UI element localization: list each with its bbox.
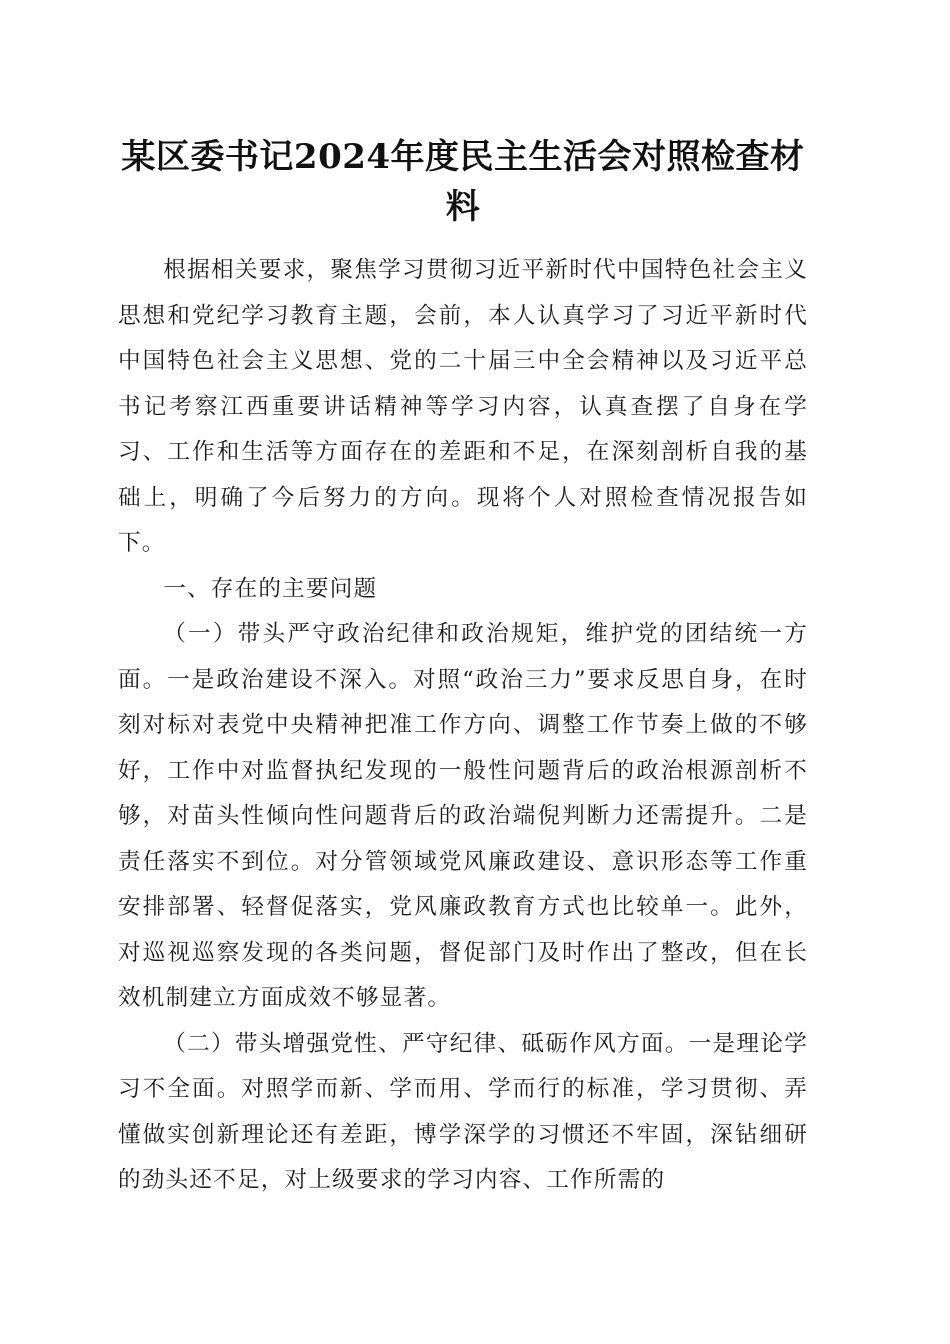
- document-body: [118, 248, 808, 1204]
- intro-paragraph: 根据相关要求，聚焦学习贯彻习近平新时代中国特色社会主义思想和党纪学习教育主题，会前，本人认真学习了习近平新时代中国特色社会主义思想、党的二十届三中全会精神以及习近平总书记考察江西重要讲话精神等学习内容，认真查摆了自身在学习、工作和生活等方面存在的差距和不足，在深刻剖析自我的基础上，明确了今后努力的方向。现将个人对照检查情况报告如下。: [118, 257, 808, 556]
- document-title: 某区委书记2024年度民主生活会对照检查材料: [121, 137, 805, 227]
- subsection-paragraph-2: （二）带头增强党性、严守纪律、砥砺作风方面。一是理论学习不全面。对照学而新、学而用、学而行的标准，学习贯彻、弄懂做实创新理论还有差距，博学深学的习惯还不牢固，深钻细研的劲头还不足，对上级要求的学习内容、工作所需的: [118, 1030, 808, 1193]
- section-heading-problems: 一、存在的主要问题: [163, 575, 378, 602]
- document-page: [118, 132, 808, 1204]
- subsection-paragraph-1: （一）带头严守政治纪律和政治规矩，维护党的团结统一方面。一是政治建设不深入。对照“政治三力”要求反思自身，在时刻对标对表党中央精神把准工作方向、调整工作节奏上做的不够好，工作中对监督执纪发现的一般性问题背后的政治根源剖析不够，对苗头性倾向性问题背后的政治端倪判断力还需提升。二是责任落实不到位。对分管领域党风廉政建设、意识形态等工作重安排部署、轻督促落实，党风廉政教育方式也比较单一。此外，对巡视巡察发现的各类问题，督促部门及时作出了整改，但在长效机制建立方面成效不够显著。: [118, 621, 808, 1011]
